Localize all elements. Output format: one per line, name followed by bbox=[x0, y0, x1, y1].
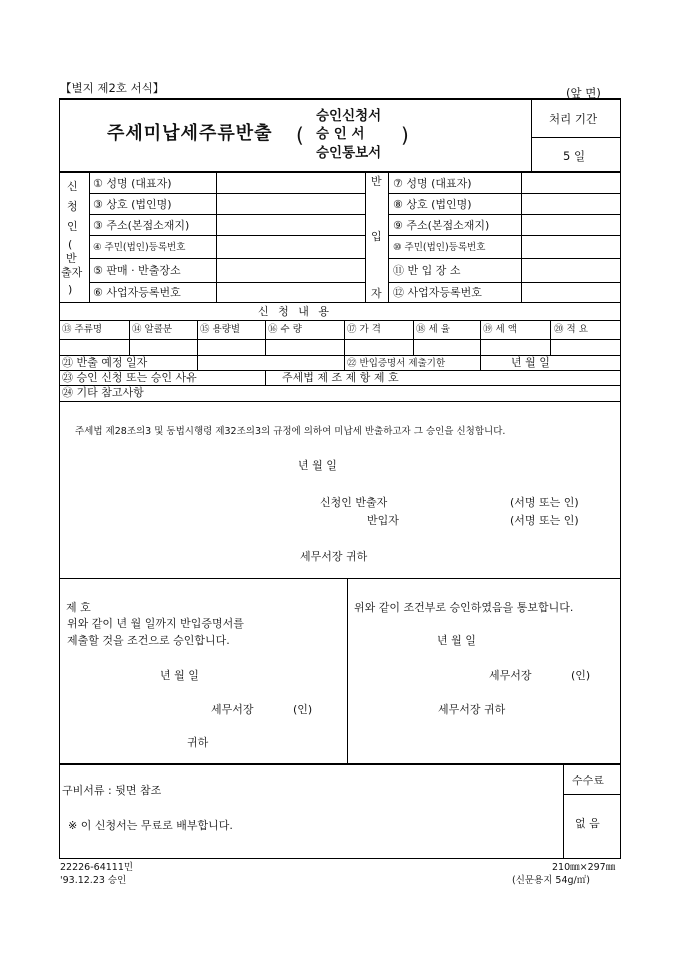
required-documents: 구비서류 : 뒷면 참조 bbox=[62, 784, 162, 797]
declaration-applicant-label: 신청인 반출자 bbox=[320, 496, 388, 509]
col-header-price: ⑰ 가 격 bbox=[347, 324, 381, 335]
approval-condition-line1: 위와 같이 년 월 일까지 반입증명서를 bbox=[67, 617, 244, 630]
free-distribution-note: ※ 이 신청서는 무료로 배부합니다. bbox=[68, 819, 233, 832]
approval-date-note: '93.12.23 승인 bbox=[60, 875, 127, 886]
declaration-importer-label: 반입자 bbox=[367, 514, 399, 527]
importer-side-char: 반 bbox=[371, 175, 382, 188]
col-line bbox=[365, 171, 366, 302]
applicant-side-char: 청 bbox=[67, 200, 78, 213]
applicant-address-label: ③ 주소(본점소재지) bbox=[93, 219, 190, 232]
title-open-paren: ( bbox=[296, 123, 304, 147]
certificate-deadline-date[interactable]: 년 월 일 bbox=[511, 356, 550, 369]
approval-left-date[interactable]: 년 월 일 bbox=[160, 669, 199, 682]
importer-name-label: ⑦ 성명 (대표자) bbox=[393, 177, 472, 190]
applicant-regno-label: ④ 주민(법인)등록번호 bbox=[93, 242, 186, 253]
importer-company-label: ⑧ 상호 (법인명) bbox=[393, 198, 472, 211]
certificate-deadline-label: ㉒ 반입증명서 제출기한 bbox=[347, 358, 446, 369]
applicant-side-char: ( bbox=[68, 238, 73, 251]
form-code: 22226-64111민 bbox=[60, 862, 134, 873]
title-option-notice: 승인통보서 bbox=[316, 145, 382, 161]
importer-place-label: ⑪ 반 입 장 소 bbox=[393, 264, 461, 277]
applicant-company-label: ③ 상호 (법인명) bbox=[93, 198, 172, 211]
reason-label: ㉓ 승인 신청 또는 승인 사유 bbox=[62, 371, 197, 384]
export-date-label: ㉑ 반출 예정 일자 bbox=[62, 356, 148, 369]
applicant-company-field[interactable] bbox=[217, 194, 364, 213]
col-line bbox=[480, 355, 481, 370]
title-divider bbox=[531, 98, 532, 171]
processing-period-label: 처리 기간 bbox=[549, 112, 598, 126]
approval-divider bbox=[347, 578, 348, 763]
importer-bizno-field[interactable] bbox=[522, 283, 619, 301]
applicant-sales-place-field[interactable] bbox=[217, 259, 364, 281]
row-line bbox=[59, 320, 621, 321]
paper-spec: (신문용지 54g/㎡) bbox=[512, 875, 590, 886]
importer-address-field[interactable] bbox=[522, 215, 619, 234]
importer-regno-field[interactable] bbox=[522, 236, 619, 257]
importer-regno-label: ⑩ 주민(법인)등록번호 bbox=[393, 242, 486, 253]
form-top-border bbox=[59, 98, 621, 100]
approval-number[interactable]: 제 호 bbox=[66, 601, 91, 614]
approval-left-addressee: 귀하 bbox=[187, 736, 209, 749]
title-close-paren: ) bbox=[401, 123, 409, 147]
importer-place-field[interactable] bbox=[522, 259, 619, 281]
applicant-side-char: 출자 bbox=[61, 266, 83, 279]
col-header-quantity: ⑯ 수 량 bbox=[268, 324, 302, 335]
other-notes-label: ㉔ 기타 참고사항 bbox=[62, 386, 144, 399]
importer-signature[interactable]: (서명 또는 인) bbox=[510, 514, 579, 527]
applicant-bizno-field[interactable] bbox=[217, 283, 364, 301]
col-line bbox=[265, 370, 266, 385]
approval-right-officer: 세무서장 bbox=[489, 669, 532, 682]
importer-address-label: ⑨ 주소(본점소재지) bbox=[393, 219, 490, 232]
form-bottom-border bbox=[59, 858, 621, 859]
form-title: 주세미납세주류반출 bbox=[107, 123, 273, 144]
details-data-row[interactable] bbox=[60, 340, 620, 354]
applicant-side-char: ) bbox=[68, 283, 73, 296]
fee-divider bbox=[563, 763, 564, 858]
details-section-title: 신 청 내 용 bbox=[258, 305, 332, 318]
fee-label-divider bbox=[563, 794, 621, 795]
approval-right-addressee: 세무서장 귀하 bbox=[438, 703, 506, 716]
applicant-side-char: 인 bbox=[67, 220, 78, 233]
declaration-addressee: 세무서장 귀하 bbox=[300, 550, 368, 563]
row-line bbox=[59, 401, 621, 402]
applicant-bizno-label: ⑥ 사업자등록번호 bbox=[93, 286, 181, 299]
applicant-name-field[interactable] bbox=[217, 172, 364, 192]
importer-side-char: 입 bbox=[371, 230, 382, 243]
title-option-approval: 승 인 서 bbox=[316, 126, 365, 142]
applicant-address-field[interactable] bbox=[217, 215, 364, 234]
approval-right-seal[interactable]: (인) bbox=[571, 669, 591, 682]
form-number: 【별지 제2호 서식】 bbox=[60, 81, 165, 95]
applicant-regno-field[interactable] bbox=[217, 236, 364, 257]
col-line bbox=[388, 171, 389, 302]
declaration-statement: 주세법 제28조의3 및 동법시행령 제32조의3의 규정에 의하여 미납세 반출하고자 그 승인을 신청합니다. bbox=[75, 426, 506, 437]
importer-bizno-label: ⑫ 사업자등록번호 bbox=[393, 286, 482, 299]
col-header-tax-rate: ⑱ 세 율 bbox=[416, 324, 450, 335]
approval-left-officer: 세무서장 bbox=[211, 703, 254, 716]
footer-top-border bbox=[59, 763, 621, 765]
col-header-remarks: ⑳ 적 요 bbox=[554, 324, 588, 335]
form-left-border bbox=[59, 98, 60, 859]
fee-label: 수수료 bbox=[572, 774, 604, 787]
export-date-field[interactable] bbox=[198, 356, 343, 369]
applicant-side-char: 반 bbox=[66, 252, 77, 265]
page-side-label: (앞 면) bbox=[566, 86, 601, 100]
title-option-application: 승인신청서 bbox=[316, 108, 382, 124]
processing-divider bbox=[531, 137, 621, 138]
col-header-tax-amount: ⑲ 세 액 bbox=[483, 324, 517, 335]
approval-top-border bbox=[59, 578, 621, 579]
processing-period-value: 5 일 bbox=[563, 149, 586, 163]
declaration-date[interactable]: 년 월 일 bbox=[298, 459, 337, 472]
form-right-border bbox=[620, 98, 621, 859]
approval-notice-statement: 위와 같이 조건부로 승인하였음을 통보합니다. bbox=[354, 601, 574, 614]
importer-company-field[interactable] bbox=[522, 194, 619, 213]
col-header-volume: ⑮ 용량별 bbox=[200, 324, 241, 335]
paper-size: 210㎜×297㎜ bbox=[552, 862, 616, 873]
col-header-alcohol: ⑭ 알콜분 bbox=[132, 324, 173, 335]
applicant-name-label: ① 성명 (대표자) bbox=[93, 177, 172, 190]
approval-condition-line2: 제출할 것을 조건으로 승인합니다. bbox=[67, 634, 230, 647]
applicant-side-char: 신 bbox=[67, 180, 78, 193]
party-bottom-border bbox=[59, 302, 621, 303]
col-line bbox=[89, 171, 90, 302]
other-notes-field[interactable] bbox=[200, 386, 618, 400]
applicant-signature[interactable]: (서명 또는 인) bbox=[510, 496, 579, 509]
col-header-liquor-name: ⑬ 주류명 bbox=[62, 324, 103, 335]
importer-side-char: 자 bbox=[371, 287, 382, 300]
importer-name-field[interactable] bbox=[522, 172, 619, 192]
approval-right-date[interactable]: 년 월 일 bbox=[437, 634, 476, 647]
fee-value: 없 음 bbox=[575, 817, 600, 830]
law-clause[interactable]: 주세법 제 조 제 항 제 호 bbox=[282, 371, 399, 384]
applicant-sales-place-label: ⑤ 판매 · 반출장소 bbox=[93, 264, 181, 277]
col-line bbox=[344, 355, 345, 370]
approval-left-seal[interactable]: (인) bbox=[293, 703, 313, 716]
